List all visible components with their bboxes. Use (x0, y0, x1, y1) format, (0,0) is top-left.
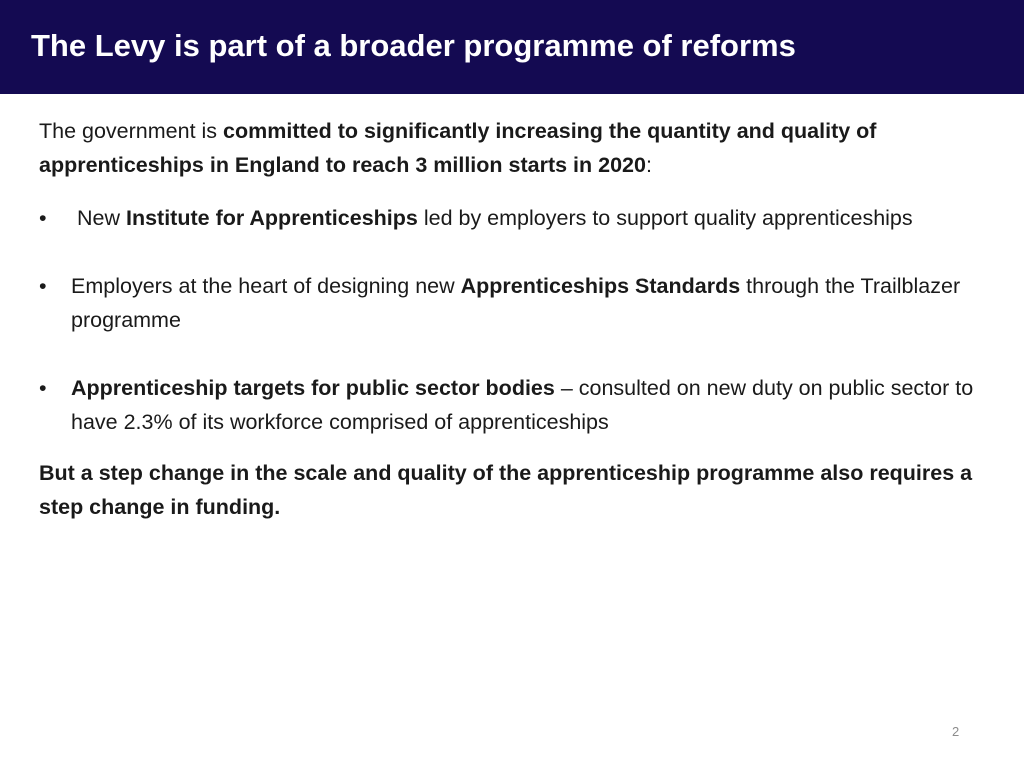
bullet-item (39, 201, 999, 235)
bullet-list (39, 201, 999, 439)
bullet-icon: • (39, 206, 47, 230)
bullet-bold: Apprenticeship targets for public sector bodies (71, 376, 555, 400)
bullet-bold: Apprenticeships Standards (460, 274, 741, 298)
intro-bold: committed to significantly increasing the quantity and quality of apprenticeships in England to reach 3 million starts in 2020 (39, 119, 877, 177)
slide-title: The Levy is part of a broader programme of reforms (31, 28, 796, 63)
slide-content (39, 114, 999, 524)
bullet-prefix: New (77, 206, 126, 230)
page-number: 2 (952, 724, 960, 739)
bullet-icon: • (39, 274, 47, 298)
bullet-item (39, 269, 999, 337)
closing-statement: But a step change in the scale and quality of the apprenticeship programme also requires a step change in funding. (39, 461, 973, 519)
bullet-suffix: – consulted on new duty on public sector to have 2.3% of its workforce comprised of apprenticeships (71, 376, 974, 434)
intro-suffix: : (645, 153, 652, 177)
bullet-suffix: led by employers to support quality apprenticeships (417, 206, 913, 230)
bullet-bold: Institute for Apprenticeships (125, 206, 418, 230)
intro-paragraph (39, 114, 999, 182)
intro-prefix: The government is (39, 119, 224, 143)
bullet-icon: • (39, 376, 47, 400)
title-bar (0, 0, 1024, 94)
bullet-item (39, 371, 999, 439)
bullet-prefix: Employers at the heart of designing new (71, 274, 461, 298)
bullet-suffix: through the Trailblazer programme (71, 274, 961, 332)
